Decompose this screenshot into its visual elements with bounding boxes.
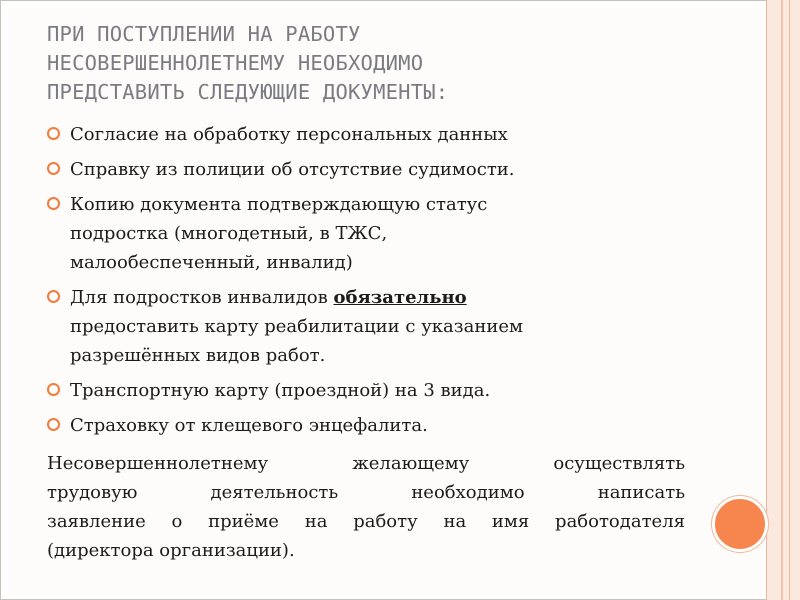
list-item-text [70, 190, 697, 277]
list-item [47, 190, 697, 277]
bullet-ring-icon [47, 383, 60, 396]
list-item [47, 411, 697, 440]
paragraph-line: (директора организации). [47, 540, 295, 561]
paragraph-line: трудовую деятельность необходимо написать [47, 482, 685, 503]
list-item-text [70, 283, 697, 370]
right-decorative-band [767, 0, 800, 600]
slide-title [47, 20, 747, 107]
decorative-circle [712, 496, 768, 552]
paragraph-line: заявление о приёме на работу на имя работодателя [47, 511, 685, 532]
list-item [47, 376, 697, 405]
list-item-text [70, 411, 697, 440]
list-item-line: Копию документа подтверждающую статус [70, 194, 488, 215]
list-item-prefix: Для подростков инвалидов [70, 287, 334, 308]
list-item-line: Согласие на обработку персональных данных [70, 124, 508, 145]
list-item-text [70, 376, 697, 405]
list-item-text [70, 155, 697, 184]
list-item-line: подростка (многодетный, в ТЖС, [70, 223, 388, 244]
right-decorative-line [789, 0, 790, 600]
bullet-ring-icon [47, 127, 60, 140]
list-item-line: малообеспеченный, инвалид) [70, 252, 353, 273]
list-item [47, 120, 697, 149]
documents-list [47, 120, 697, 446]
list-item [47, 155, 697, 184]
right-decorative-line [781, 0, 783, 600]
right-decorative-line [766, 0, 767, 600]
title-line: ПРИ ПОСТУПЛЕНИИ НА РАБОТУ [47, 22, 361, 46]
bullet-ring-icon [47, 162, 60, 175]
list-item-line: разрешённых видов работ. [70, 345, 326, 366]
list-item-line: Транспортную карту (проездной) на 3 вида. [70, 380, 491, 401]
title-line: НЕСОВЕРШЕННОЛЕТНЕМУ НЕОБХОДИМО [47, 51, 424, 75]
bullet-ring-icon [47, 418, 60, 431]
list-item [47, 283, 697, 370]
bullet-ring-icon [47, 290, 60, 303]
bullet-ring-icon [47, 197, 60, 210]
list-item-line: Справку из полиции об отсутствие судимости. [70, 159, 515, 180]
list-item-line [70, 283, 697, 312]
emphasis-required: обязательно [333, 287, 467, 308]
title-line: ПРЕДСТАВИТЬ СЛЕДУЮЩИЕ ДОКУМЕНТЫ: [47, 80, 449, 104]
paragraph-line: Несовершеннолетнему желающему осуществлять [47, 453, 685, 474]
application-note [47, 449, 685, 565]
list-item-line: предоставить карту реабилитации с указанием [70, 316, 523, 337]
list-item-text [70, 120, 697, 149]
list-item-line: Страховку от клещевого энцефалита. [70, 415, 428, 436]
